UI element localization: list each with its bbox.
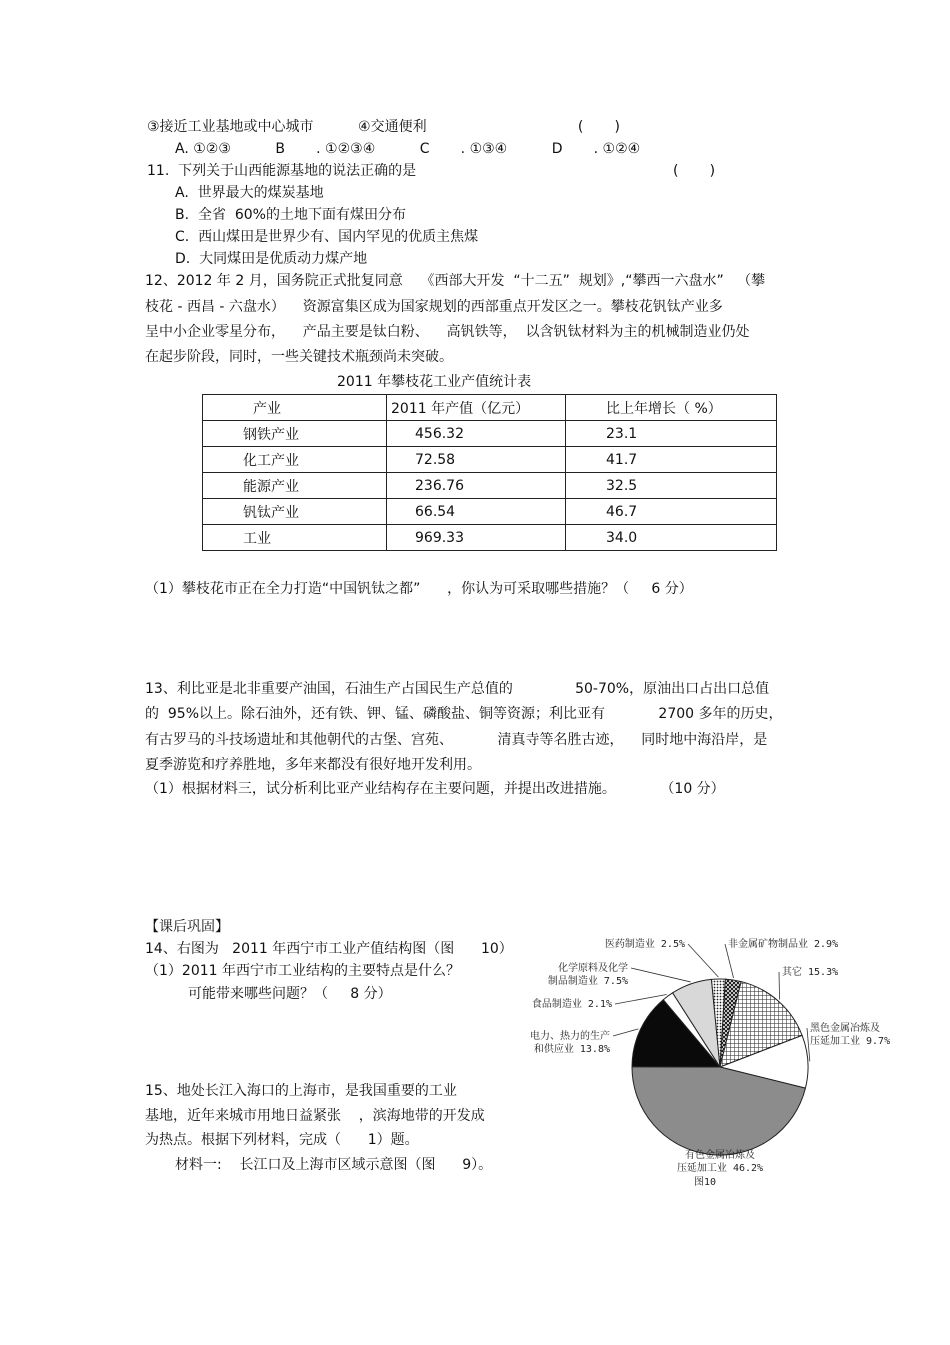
table-cell: 66.54 [387,499,566,525]
q14-line-1: 14、右图为 2011 年西宁市工业产值结构图（图 10） [145,941,513,957]
q11-option-b: B. 全省 60%的土地下面有煤田分布 [175,207,406,223]
q13-line-1: 13、利比亚是北非重要产油国，石油生产占国民生产总值的 50-70%，原油出口占出口总值 [145,681,770,697]
table-row [203,499,777,525]
table-header-row [203,395,777,421]
table-cell: 72.58 [387,447,566,473]
pie-leader-line [688,944,718,977]
pie-slice-label: 黑色金属冶炼及 [810,1023,880,1034]
pie-slice-label: 和供应业 13.8% [533,1044,610,1055]
q10-options-line: ③接近工业基地或中心城市 ④交通便利 ( ) [147,119,620,135]
table-cell: 34.0 [566,525,777,551]
q15-line-3: 为热点。根据下列材料，完成（ 1）题。 [145,1132,419,1148]
pie-slice-label: 其它 15.3% [782,967,839,978]
table-cell: 工业 [203,525,387,551]
pie-leader-line [613,1029,638,1036]
table-cell: 钒钛产业 [203,499,387,525]
table-cell: 32.5 [566,473,777,499]
q13-line-4: 夏季游览和疗养胜地，多年来都没有很好地开发利用。 [145,757,481,773]
table-cell: 236.76 [387,473,566,499]
q12-sub-question: （1）攀枝花市正在全力打造“中国钒钛之都” ，你认为可采取哪些措施？（ 6 分） [145,581,693,597]
table-row [203,525,777,551]
q11-stem: 11. 下列关于山西能源基地的说法正确的是 [147,163,417,179]
table-cell: 41.7 [566,447,777,473]
q11-option-a: A. 世界最大的煤炭基地 [175,185,324,201]
pie-slice-label: 压延加工业 46.2% [676,1163,764,1174]
pie-leader-line [615,995,667,1004]
pie-slice-label: 非金属矿物制品业 2.9% [728,939,839,950]
q15-material: 材料一: 长江口及上海市区域示意图（图 9）。 [175,1157,493,1173]
table-cell: 23.1 [566,421,777,447]
q15-line-1: 15、地处长江入海口的上海市，是我国重要的工业 [145,1083,457,1099]
q10-choices: A. ①②③ B . ①②③④ C . ①③④ D . ①②④ [175,141,641,157]
q12-line-1: 12、2012 年 2 月，国务院正式批复同意 《西部大开发 “十二五” 规划》,“攀西一六盘水” （攀 [145,273,766,289]
pie-slice-label: 压延加工业 9.7% [810,1036,891,1047]
q12-line-4: 在起步阶段，同时，一些关键技术瓶颈尚未突破。 [145,349,453,365]
pie-slice-label: 制品制造业 7.5% [547,976,628,987]
q12-line-3: 呈中小企业零星分布， 产品主要是钛白粉、 高钒铁等， 以含钒钛材料为主的机械制造业仍处 [145,324,750,340]
table-header-cell: 产业 [203,395,387,421]
q11-option-c: C. 西山煤田是世界少有、国内罕见的优质主焦煤 [175,229,479,245]
q12-line-2: 枝花 - 西昌 - 六盘水） 资源富集区成为国家规划的西部重点开发区之一。攀枝花钒钛产业多 [145,299,723,315]
table-header-cell: 比上年增长（ %） [566,395,777,421]
industry-stats-table [202,394,777,551]
table-header-cell: 2011 年产值（亿元） [387,395,566,421]
pie-leader-line [779,972,780,1000]
table-cell: 钢铁产业 [203,421,387,447]
table-cell: 969.33 [387,525,566,551]
table-cell: 46.7 [566,499,777,525]
q13-line-2: 的 95%以上。除石油外，还有铁、钾、锰、磷酸盐、铜等资源；利比亚有 2700 多年的历史， [145,706,783,722]
q11-option-d: D. 大同煤田是优质动力煤产地 [175,251,368,267]
pie-slice-label: 化学原料及化学 [558,963,628,974]
chart-caption: 图10 [693,1177,717,1188]
table-cell: 化工产业 [203,447,387,473]
pie-slice-label: 医药制造业 2.5% [604,939,685,950]
pie-chart [530,935,910,1190]
table-cell: 能源产业 [203,473,387,499]
pie-leader-line [631,968,691,982]
section-title: 【课后巩固】 [145,919,229,935]
q11-answer-paren: ( ) [673,163,716,179]
table-row [203,421,777,447]
q14-line-2: （1）2011 年西宁市工业结构的主要特点是什么？ [145,963,460,979]
pie-slice-label: 电力、热力的生产 [530,1031,610,1042]
q15-line-2: 基地，近年来城市用地日益紧张 ，滨海地带的开发成 [145,1108,485,1124]
pie-slice-label: 有色金属冶炼及 [685,1150,755,1161]
table-title: 2011 年攀枝花工业产值统计表 [337,374,532,390]
q13-line-3: 有古罗马的斗技场遗址和其他朝代的古堡、宫苑、 清真寺等名胜古迹， 同时地中海沿岸，是 [145,732,768,748]
table-cell: 456.32 [387,421,566,447]
table-row [203,447,777,473]
pie-slice-label: 食品制造业 2.1% [531,999,612,1010]
table-row [203,473,777,499]
q13-sub-question: （1）根据材料三，试分析利比亚产业结构存在主要问题，并提出改进措施。 （10 分） [145,781,725,797]
q14-line-3: 可能带来哪些问题？（ 8 分） [188,986,392,1002]
